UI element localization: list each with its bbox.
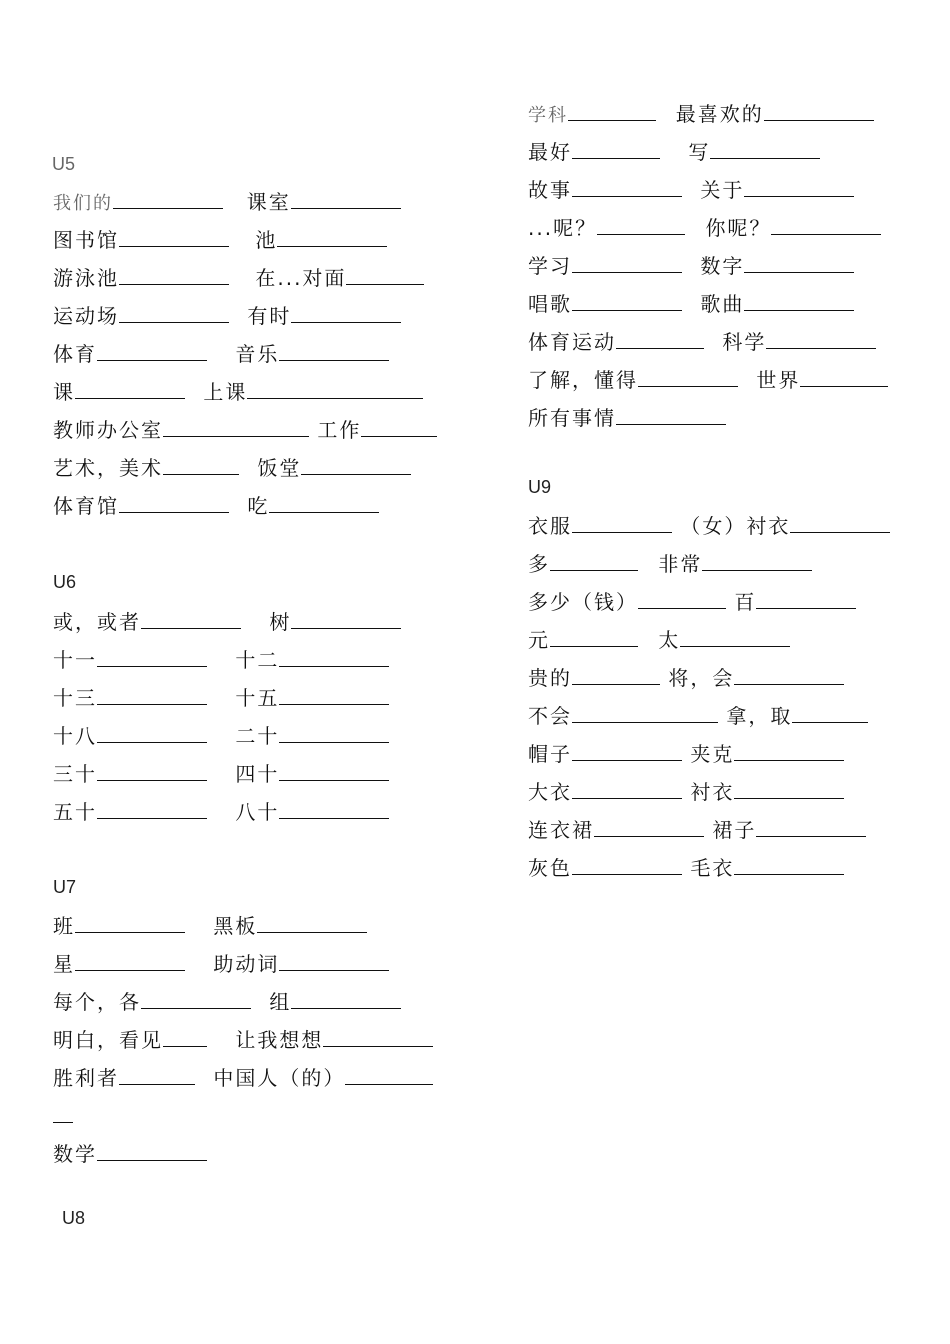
vocab-term: 每个，各 <box>53 990 141 1014</box>
vocab-term: 组 <box>269 990 292 1014</box>
answer-blank[interactable] <box>572 292 682 311</box>
unit-heading-u5: U5 <box>52 154 76 174</box>
vocab-row <box>53 1028 433 1052</box>
answer-blank[interactable] <box>279 342 389 361</box>
vocab-term: 写 <box>688 140 711 164</box>
answer-blank[interactable] <box>247 380 423 399</box>
vocab-row <box>53 456 411 480</box>
vocab-term: 教师办公室 <box>53 418 163 442</box>
vocab-row <box>53 418 437 442</box>
answer-blank[interactable] <box>744 292 854 311</box>
vocab-term: 饭堂 <box>257 456 302 480</box>
answer-blank[interactable] <box>572 780 682 799</box>
answer-blank[interactable] <box>277 228 387 247</box>
vocab-term: 体育运动 <box>528 330 616 354</box>
vocab-term: 多少（钱） <box>528 590 638 614</box>
vocab-row <box>528 666 844 690</box>
vocab-term: 多 <box>528 552 550 576</box>
vocab-term: 十八 <box>53 724 97 748</box>
vocab-term: 最喜欢的 <box>675 102 764 126</box>
vocab-term: 最好 <box>528 140 572 164</box>
vocab-term: 大衣 <box>528 780 572 804</box>
vocab-term: 太 <box>658 628 681 652</box>
vocab-term: 歌曲 <box>700 292 745 316</box>
answer-blank[interactable] <box>572 704 718 723</box>
unit-heading-u7: U7 <box>53 877 77 897</box>
answer-blank[interactable] <box>361 418 437 437</box>
answer-blank[interactable] <box>141 990 251 1009</box>
vocab-term: 夹克 <box>690 742 735 766</box>
vocab-term: 胜利者 <box>53 1066 119 1090</box>
vocab-term: 学习 <box>528 254 572 278</box>
answer-blank[interactable] <box>572 856 682 875</box>
vocab-term: 十三 <box>53 686 97 710</box>
vocab-row <box>528 368 888 392</box>
vocab-row <box>528 742 844 766</box>
vocab-row <box>53 686 389 710</box>
vocab-row <box>53 1142 207 1166</box>
answer-blank[interactable] <box>800 368 888 387</box>
answer-blank[interactable] <box>75 380 185 399</box>
answer-blank[interactable] <box>638 368 738 387</box>
answer-blank[interactable] <box>97 762 207 781</box>
vocab-row <box>53 990 401 1014</box>
answer-blank[interactable] <box>550 552 638 571</box>
vocab-row <box>53 228 387 252</box>
vocab-term: 三十 <box>53 762 97 786</box>
vocab-term: 助动词 <box>213 952 280 976</box>
answer-blank[interactable] <box>291 610 401 629</box>
answer-blank[interactable] <box>594 818 704 837</box>
answer-blank[interactable] <box>572 254 682 273</box>
vocab-term: 五十 <box>53 800 97 824</box>
unit-heading-u9: U9 <box>528 477 552 497</box>
vocab-term: 十二 <box>235 648 280 672</box>
vocab-term: 或，或者 <box>53 610 141 634</box>
vocab-row <box>528 856 844 880</box>
answer-blank[interactable] <box>141 610 241 629</box>
vocab-row <box>53 380 423 404</box>
answer-blank[interactable] <box>616 330 704 349</box>
answer-blank[interactable] <box>119 228 229 247</box>
answer-blank[interactable] <box>97 1142 207 1161</box>
vocab-term: 图书馆 <box>53 228 119 252</box>
vocab-term: 让我想想 <box>235 1028 324 1052</box>
answer-blank[interactable] <box>572 514 672 533</box>
vocab-term: 元 <box>528 628 550 652</box>
answer-blank[interactable] <box>119 494 229 513</box>
vocab-term: 树 <box>269 610 292 634</box>
answer-blank[interactable] <box>734 780 844 799</box>
vocab-term: 上课 <box>203 380 248 404</box>
answer-blank[interactable] <box>113 190 223 209</box>
vocab-term: 明白，看见 <box>53 1028 163 1052</box>
vocab-term: 艺术，美术 <box>53 456 163 480</box>
answer-blank[interactable] <box>734 666 844 685</box>
vocab-row <box>528 780 844 804</box>
answer-blank[interactable] <box>269 494 379 513</box>
answer-blank[interactable] <box>345 1066 433 1085</box>
vocab-row <box>53 952 389 976</box>
answer-blank[interactable] <box>75 952 185 971</box>
vocab-term: 课 <box>53 380 75 404</box>
answer-blank[interactable] <box>756 590 856 609</box>
vocab-term: 数学 <box>53 1142 97 1166</box>
answer-blank[interactable] <box>75 914 185 933</box>
answer-blank[interactable] <box>744 178 854 197</box>
vocab-term: （女）衬衣 <box>680 514 791 538</box>
vocab-term: 有时 <box>247 304 292 328</box>
vocab-row <box>528 140 820 164</box>
answer-blank[interactable] <box>97 648 207 667</box>
vocab-term: 毛衣 <box>690 856 735 880</box>
vocab-term: 世界 <box>756 368 801 392</box>
vocab-term: 非常 <box>658 552 703 576</box>
answer-blank[interactable] <box>279 724 389 743</box>
vocab-row <box>53 304 401 328</box>
answer-blank[interactable] <box>301 456 411 475</box>
vocab-row <box>53 724 389 748</box>
vocab-term: 学科 <box>528 105 568 126</box>
vocab-row <box>528 254 854 278</box>
vocab-row <box>53 342 389 366</box>
answer-blank[interactable] <box>279 762 389 781</box>
answer-blank[interactable] <box>119 1066 195 1085</box>
answer-blank[interactable] <box>680 628 790 647</box>
answer-blank[interactable] <box>572 666 660 685</box>
answer-blank[interactable] <box>756 818 866 837</box>
vocab-row <box>53 648 389 672</box>
vocab-term: 将，会 <box>668 666 735 690</box>
vocab-term: 百 <box>734 590 757 614</box>
answer-blank[interactable] <box>97 800 207 819</box>
vocab-row <box>528 514 890 538</box>
answer-blank[interactable] <box>790 514 890 533</box>
answer-blank[interactable] <box>638 590 726 609</box>
answer-blank[interactable] <box>163 456 239 475</box>
vocab-term: 衣服 <box>528 514 572 538</box>
vocab-term: 科学 <box>722 330 767 354</box>
answer-blank[interactable] <box>53 1104 73 1123</box>
vocab-row <box>53 190 401 216</box>
vocab-row <box>528 330 876 354</box>
vocab-term: 四十 <box>235 762 280 786</box>
answer-blank[interactable] <box>279 952 389 971</box>
answer-blank[interactable] <box>291 190 401 209</box>
answer-blank[interactable] <box>771 216 881 235</box>
vocab-term: 所有事情 <box>528 406 616 430</box>
answer-blank[interactable] <box>792 704 868 723</box>
answer-blank[interactable] <box>163 418 309 437</box>
answer-blank[interactable] <box>323 1028 433 1047</box>
vocab-term: 中国人（的） <box>213 1066 346 1090</box>
vocab-row <box>528 406 726 430</box>
vocab-term: 关于 <box>700 178 745 202</box>
vocab-term: 拿，取 <box>726 704 793 728</box>
vocab-row <box>528 292 854 316</box>
vocab-term: 唱歌 <box>528 292 572 316</box>
vocab-term: 你呢？ <box>705 216 772 240</box>
vocab-row <box>528 704 868 728</box>
vocab-row <box>53 1066 433 1090</box>
answer-blank[interactable] <box>279 648 389 667</box>
answer-blank[interactable] <box>766 330 876 349</box>
vocab-term: 我们的 <box>53 193 113 214</box>
vocab-row <box>53 762 389 786</box>
vocab-term: 吃 <box>247 494 270 518</box>
answer-blank[interactable] <box>764 102 874 121</box>
vocab-row <box>53 800 389 824</box>
answer-blank[interactable] <box>597 216 685 235</box>
vocab-row <box>528 552 812 576</box>
vocab-term: 课室 <box>246 190 291 214</box>
vocab-term: 帽子 <box>528 742 572 766</box>
answer-blank[interactable] <box>572 742 682 761</box>
vocab-row <box>53 610 401 634</box>
answer-blank[interactable] <box>119 304 229 323</box>
vocab-term: 体育 <box>53 342 97 366</box>
vocab-row <box>528 590 856 614</box>
answer-blank[interactable] <box>616 406 726 425</box>
vocab-term: ...呢？ <box>528 216 598 240</box>
vocab-term: 运动场 <box>53 304 119 328</box>
vocab-term: 八十 <box>235 800 280 824</box>
vocab-row <box>53 266 424 290</box>
vocab-term: 灰色 <box>528 856 572 880</box>
vocab-term: 班 <box>53 914 75 938</box>
vocab-term: 音乐 <box>235 342 280 366</box>
vocab-term: 数字 <box>700 254 745 278</box>
answer-blank[interactable] <box>257 914 367 933</box>
vocab-row <box>528 178 854 202</box>
answer-blank[interactable] <box>97 342 207 361</box>
answer-blank[interactable] <box>97 686 207 705</box>
answer-blank[interactable] <box>734 742 844 761</box>
vocab-term: 十一 <box>53 648 97 672</box>
vocab-term: 黑板 <box>213 914 258 938</box>
answer-blank[interactable] <box>734 856 844 875</box>
vocab-term: 星 <box>53 952 75 976</box>
vocab-row <box>53 914 367 938</box>
vocab-term: 连衣裙 <box>528 818 594 842</box>
vocab-row <box>53 1104 73 1128</box>
unit-heading-u8: U8 <box>62 1208 86 1228</box>
vocab-term: 游泳池 <box>53 266 119 290</box>
answer-blank[interactable] <box>550 628 638 647</box>
vocab-term: 体育馆 <box>53 494 119 518</box>
vocab-term: 在...对面 <box>255 266 347 290</box>
answer-blank[interactable] <box>279 686 389 705</box>
vocab-row <box>53 494 379 518</box>
vocab-term: 池 <box>255 228 278 252</box>
vocab-term: 衬衣 <box>690 780 735 804</box>
answer-blank[interactable] <box>710 140 820 159</box>
vocab-row <box>528 628 790 652</box>
answer-blank[interactable] <box>744 254 854 273</box>
vocab-term: 不会 <box>528 704 572 728</box>
vocab-term: 了解，懂得 <box>528 368 638 392</box>
answer-blank[interactable] <box>572 178 682 197</box>
answer-blank[interactable] <box>163 1028 207 1047</box>
answer-blank[interactable] <box>291 990 401 1009</box>
vocab-term: 贵的 <box>528 666 572 690</box>
vocab-term: 裙子 <box>712 818 757 842</box>
vocab-row <box>528 818 866 842</box>
answer-blank[interactable] <box>346 266 424 285</box>
answer-blank[interactable] <box>568 102 656 121</box>
vocab-term: 工作 <box>317 418 362 442</box>
vocab-term: 十五 <box>235 686 280 710</box>
vocab-term: 故事 <box>528 178 572 202</box>
unit-heading-u6: U6 <box>53 572 77 592</box>
answer-blank[interactable] <box>702 552 812 571</box>
answer-blank[interactable] <box>279 800 389 819</box>
answer-blank[interactable] <box>97 724 207 743</box>
answer-blank[interactable] <box>119 266 229 285</box>
vocab-row <box>528 216 881 240</box>
vocab-row <box>528 102 874 128</box>
vocab-term: 二十 <box>235 724 280 748</box>
answer-blank[interactable] <box>572 140 660 159</box>
answer-blank[interactable] <box>291 304 401 323</box>
